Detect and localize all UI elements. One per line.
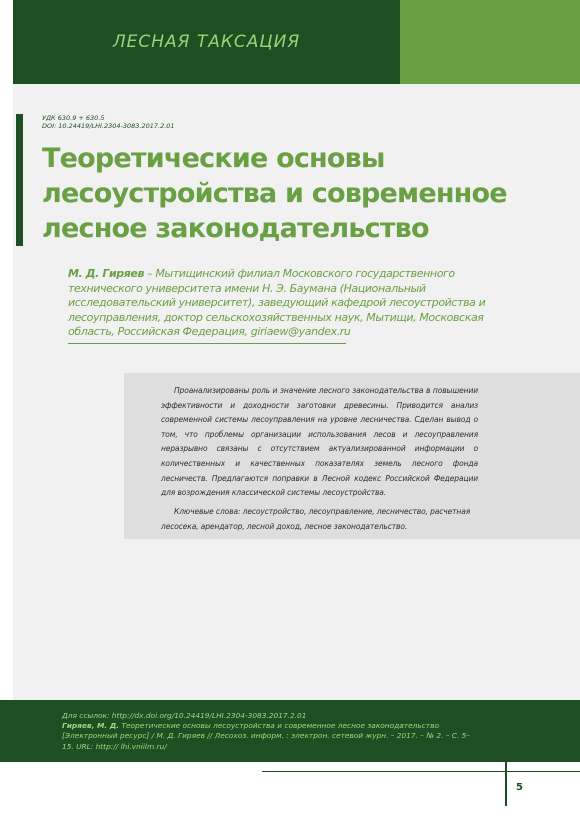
author-affiliation: – Мытищинский филиал Московского государственного технического университета имени Н. Э. Баумана (Национальный исследовательский университет), заведующий кафедрой лесоустройства и лесоуправления, доктор сельскохозяйственных наук, Мытищи, Московская область, Российская Федерация, giriaew@yandex.ru <box>68 267 486 338</box>
keywords: Ключевые слова: лесоустройство, лесоуправление, лесничество, расчетная лесосека, арендатор, лесной доход, лесное законодательство. <box>161 507 471 531</box>
citation-doi-line: Для ссылок: http://dx.doi.org/10.24419/LHI.2304-3083.2017.2.01 <box>62 711 307 720</box>
author-name: М. Д. Гиряев <box>68 267 145 280</box>
header-accent-band <box>400 0 580 84</box>
author-block <box>68 267 500 340</box>
citation-details: Теоретические основы лесоустройства и современное лесное законодательство [Электронный ресурс] / М. Д. Гиряев // Лесохоз. информ. : электрон. сетевой журн. – 2017. – № 2. – С. 5–15. URL: http:// lhi.vniilm.ru/ <box>62 721 471 751</box>
section-title: ЛЕСНАЯ ТАКСАЦИЯ <box>112 32 301 52</box>
citation <box>62 711 472 752</box>
header-left-margin <box>0 0 13 84</box>
footer-divider <box>262 771 580 772</box>
udc-code: УДК 630.9 + 630.5 <box>42 114 105 122</box>
title-accent-bar <box>16 114 23 246</box>
abstract-text: Проанализированы роль и значение лесного законодательства в повышении эффективности и доходности заготовки древесины. Приводится анализ современной системы лесоуправления на уровне лесничества. Сделан вывод о том, что проблемы организации использования лесов и лесоуправления неразрывно связаны с отсутствием актуализированной информации о количественных и качественных показателях земель лесного фонда лесничеств. Предлагаются поправки в Лесной кодекс Российской Федерации для возрождения классической системы лесоустройства. <box>161 386 478 498</box>
doi-code: DOI: 10.24419/LHI.2304-3083.2017.2.01 <box>42 122 175 130</box>
article-meta <box>42 114 175 130</box>
author-divider <box>68 343 346 344</box>
footer-vertical-rule <box>505 748 507 806</box>
citation-reference <box>62 721 472 752</box>
page-number: 5 <box>516 782 523 793</box>
citation-author: Гиряев, М. Д. <box>62 721 120 731</box>
article-title: Теоретические основы лесоустройства и современное лесное законодательство <box>42 143 507 244</box>
